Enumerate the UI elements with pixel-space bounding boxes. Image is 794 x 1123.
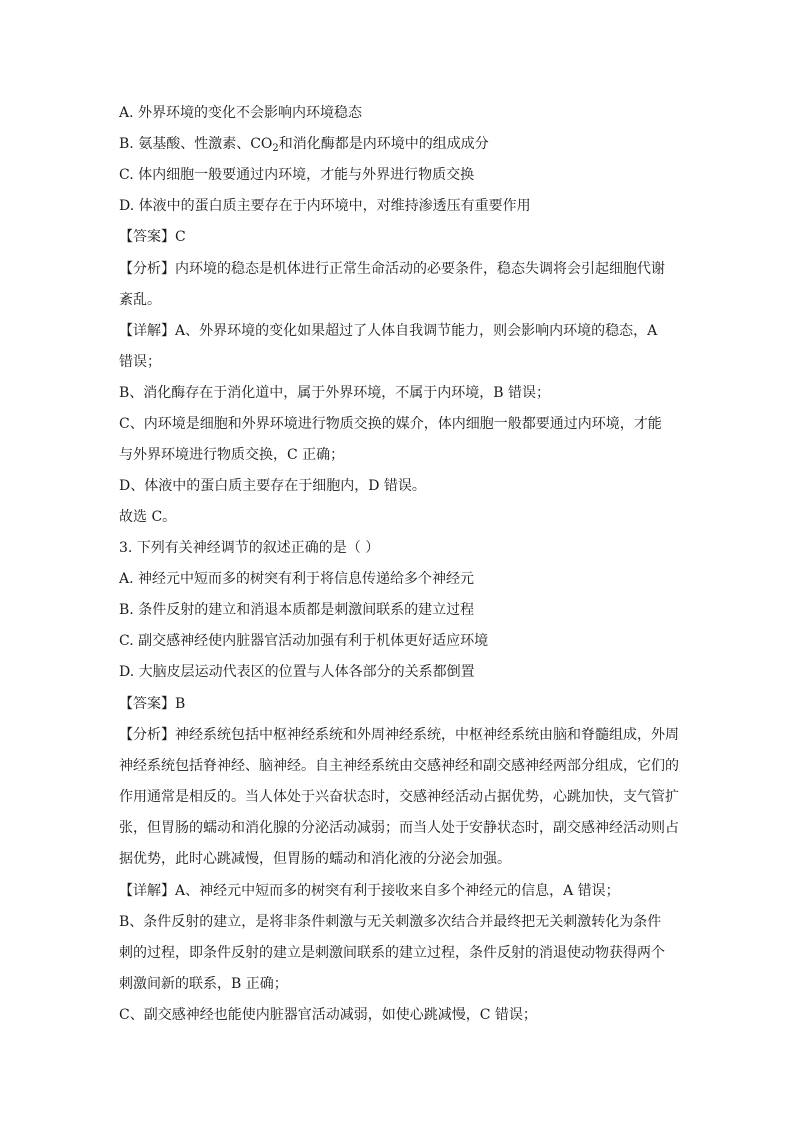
q3-detail-line-3: 刺的过程，即条件反射的建立是刺激间联系的建立过程，条件反射的消退使动物获得两个 — [119, 945, 665, 961]
q3-option-b: B. 条件反射的建立和消退本质都是刺激间联系的建立过程 — [119, 602, 475, 618]
q2-option-b-part2: 和消化酶都是内环境中的组成成分 — [278, 136, 489, 152]
answer-tag: 【答案】 — [119, 696, 175, 712]
q3-analysis-line-3: 作用通常是相反的。当人体处于兴奋状态时，交感神经活动占据优势，心跳加快，支气管扩 — [119, 789, 679, 805]
q2-detail-line-1 — [119, 321, 679, 341]
q3-analysis-line-1 — [119, 725, 679, 745]
q3-detail-line-4: 刺激间新的联系，B 正确； — [119, 976, 288, 992]
co2-subscript: 2 — [272, 143, 279, 154]
q3-detail-line-1 — [119, 881, 679, 901]
q3-analysis-line-2: 神经系统包括脊神经、脑神经。自主神经系统由交感神经和副交感神经两部分组成，它们的 — [119, 758, 679, 774]
answer-tag: 【答案】 — [119, 229, 175, 245]
analysis-tag: 【分析】 — [119, 261, 175, 277]
q3-answer — [119, 694, 679, 714]
q3-option-a: A. 神经元中短而多的树突有利于将信息传递给多个神经元 — [119, 571, 475, 587]
q2-analysis-line-2: 紊乱。 — [119, 292, 161, 308]
q3-option-d: D. 大脑皮层运动代表区的位置与人体各部分的关系都倒置 — [119, 664, 475, 680]
analysis-text: 内环境的稳态是机体进行正常生命活动的必要条件，稳态失调将会引起细胞代谢 — [175, 261, 665, 277]
q2-option-c: C. 体内细胞一般要通过内环境，才能与外界进行物质交换 — [119, 167, 475, 183]
q2-option-d: D. 体液中的蛋白质主要存在于内环境中，对维持渗透压有重要作用 — [119, 198, 531, 214]
q2-conclusion: 故选 C。 — [119, 509, 177, 525]
q2-answer — [119, 227, 679, 247]
detail-tag: 【详解】 — [119, 323, 175, 339]
q2-option-b — [119, 134, 679, 154]
analysis-tag: 【分析】 — [119, 727, 175, 743]
q2-analysis-line-1 — [119, 259, 679, 279]
q2-option-b-part1: B. 氨基酸、性激素、CO — [119, 136, 273, 152]
detail-text: A、外界环境的变化如果超过了人体自我调节能力，则会影响内环境的稳态，A — [175, 323, 658, 339]
q3-detail-line-5: C、副交感神经也能使内脏器官活动减弱，如使心跳减慢，C 错误； — [119, 1007, 537, 1023]
q3-detail-line-2: B、条件反射的建立，是将非条件刺激与无关刺激多次结合并最终把无关刺激转化为条件 — [119, 914, 662, 930]
q3-analysis-line-4: 张，但胃肠的蠕动和消化腺的分泌活动减弱；而当人处于安静状态时，副交感神经活动则占 — [119, 820, 679, 836]
q2-option-a: A. 外界环境的变化不会影响内环境稳态 — [119, 105, 363, 121]
q2-detail-line-5: 与外界环境进行物质交换，C 正确； — [119, 447, 345, 463]
q2-detail-line-2: 错误； — [119, 354, 161, 370]
q2-detail-line-3: B、消化酶存在于消化道中，属于外界环境，不属于内环境，B 错误； — [119, 385, 551, 401]
detail-tag: 【详解】 — [119, 883, 175, 899]
answer-value: B — [175, 696, 186, 712]
q3-stem: 3. 下列有关神经调节的叙述正确的是（ ） — [119, 540, 380, 556]
analysis-text: 神经系统包括中枢神经系统和外周神经系统，中枢神经系统由脑和脊髓组成，外周 — [175, 727, 679, 743]
q3-analysis-line-5: 据优势，此时心跳减慢，但胃肠的蠕动和消化液的分泌会加强。 — [119, 851, 511, 867]
answer-value: C — [175, 229, 186, 245]
q2-detail-line-4: C、内环境是细胞和外界环境进行物质交换的媒介，体内细胞一般都要通过内环境，才能 — [119, 416, 662, 432]
q3-option-c: C. 副交感神经使内脏器官活动加强有利于机体更好适应环境 — [119, 633, 489, 649]
detail-text: A、神经元中短而多的树突有利于接收来自多个神经元的信息，A 错误； — [175, 883, 620, 899]
q2-detail-line-6: D、体液中的蛋白质主要存在于细胞内，D 错误。 — [119, 478, 426, 494]
